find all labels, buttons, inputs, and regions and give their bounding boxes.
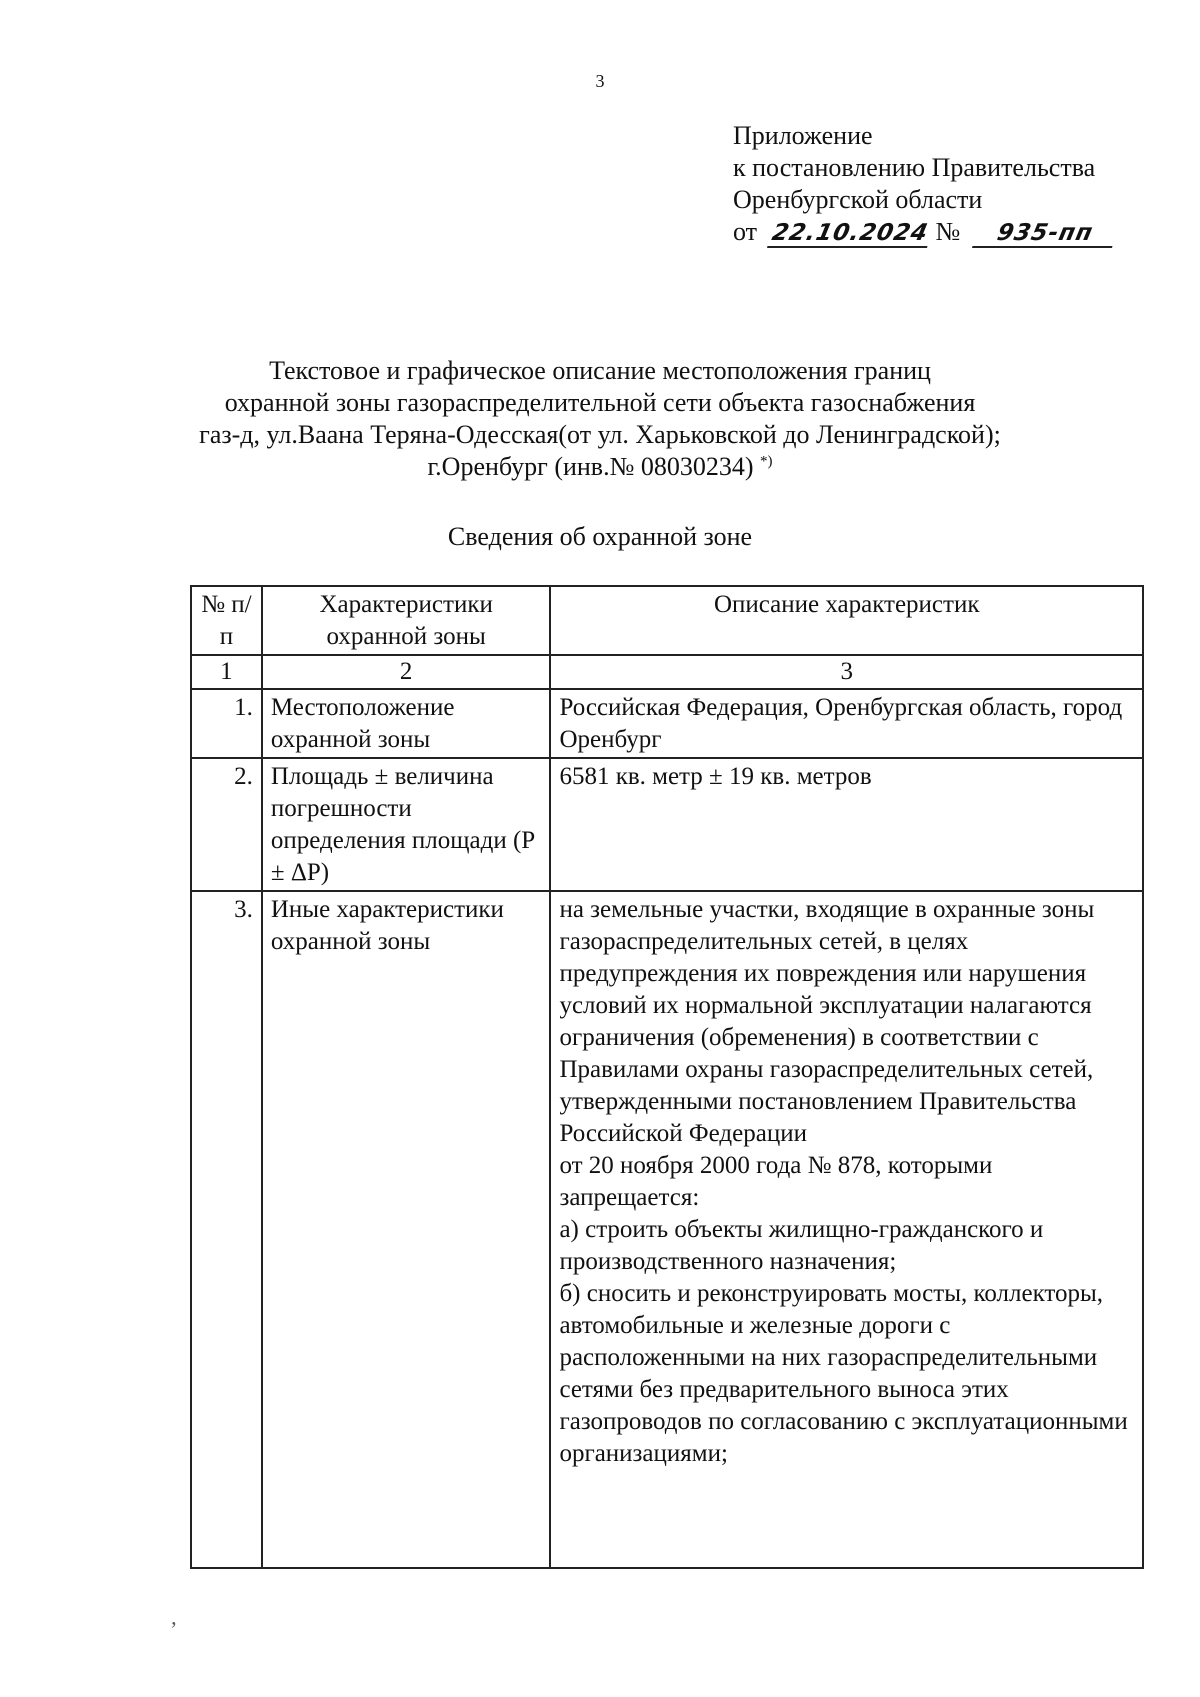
appendix-line-3: Оренбургской области	[733, 185, 983, 214]
table-row	[191, 689, 1143, 758]
table-row	[191, 758, 1143, 891]
section-subtitle: Сведения об охранной зоне	[447, 522, 753, 551]
column-number-cell: 1	[191, 655, 262, 689]
page-number: 3	[595, 71, 605, 91]
title-line-4	[150, 451, 1050, 483]
title-line-1: Текстовое и графическое описание местоположения границ	[269, 356, 931, 385]
number-label: №	[935, 217, 961, 246]
title-line-3: газ-д, ул.Ваана Теряна-Одесская(от ул. Харьковской до Ленинградской);	[199, 420, 1001, 449]
table-header-row	[191, 586, 1143, 655]
appendix-date-line	[733, 216, 1115, 248]
row-number: 3.	[191, 891, 262, 1568]
column-numbers-row	[191, 655, 1143, 689]
description-paragraph: от 20 ноября 2000 года № 878, которыми запрещается:	[559, 1152, 993, 1211]
description-paragraph: на земельные участки, входящие в охранные зоны газораспределительных сетей, в целях предупреждения их повреждения или нарушения условий их нормальной эксплуатации налагаются ограничения (обременения) в соответствии с Правилами охраны газораспределительных сетей, утвержденными постановлением Правительства Российской Федерации	[559, 896, 1095, 1147]
header-col-number: № п/п	[191, 586, 262, 655]
row-description	[550, 891, 1143, 1568]
title-line-2: охранной зоны газораспределительной сети объекта газоснабжения	[224, 388, 976, 417]
row-characteristic: Площадь ± величина погрешности определения площади (P ± ΔP)	[262, 758, 551, 891]
appendix-line-2: к постановлению Правительства	[733, 153, 1096, 182]
document-title	[150, 355, 1050, 483]
header-col-characteristics: Характеристики охранной зоны	[262, 586, 551, 655]
footnote-mark: *)	[760, 453, 773, 470]
handwritten-date: 22.10.2024	[767, 220, 933, 248]
header-col-description: Описание характеристик	[550, 586, 1143, 655]
table-row	[191, 891, 1143, 1568]
row-characteristic: Местоположение охранной зоны	[262, 689, 551, 758]
row-characteristic: Иные характеристики охранной зоны	[262, 891, 551, 1568]
description-paragraph: б) сносить и реконструировать мосты, коллекторы, автомобильные и железные дороги с расположенными на них газораспределительными сетями без предварительного выноса этих газопроводов по согласованию с эксплуатационными организациями;	[559, 1280, 1128, 1467]
column-number-cell: 2	[262, 655, 551, 689]
column-number-cell: 3	[550, 655, 1143, 689]
row-description: 6581 кв. метр ± 19 кв. метров	[550, 758, 1143, 891]
appendix-block	[733, 120, 1115, 248]
row-number: 2.	[191, 758, 262, 891]
handwritten-number: 935-пп	[972, 220, 1118, 248]
description-paragraph: а) строить объекты жилищно-гражданского и производственного назначения;	[559, 1216, 1044, 1275]
row-description: Российская Федерация, Оренбургская область, город Оренбург	[550, 689, 1143, 758]
appendix-line-1: Приложение	[733, 121, 873, 150]
title-line-4-text: г.Оренбург (инв.№ 08030234)	[427, 452, 754, 481]
row-number: 1.	[191, 689, 262, 758]
zone-info-table	[190, 585, 1144, 1569]
scan-speck-mark: ʼ	[170, 1617, 178, 1642]
from-label: от	[733, 217, 758, 246]
